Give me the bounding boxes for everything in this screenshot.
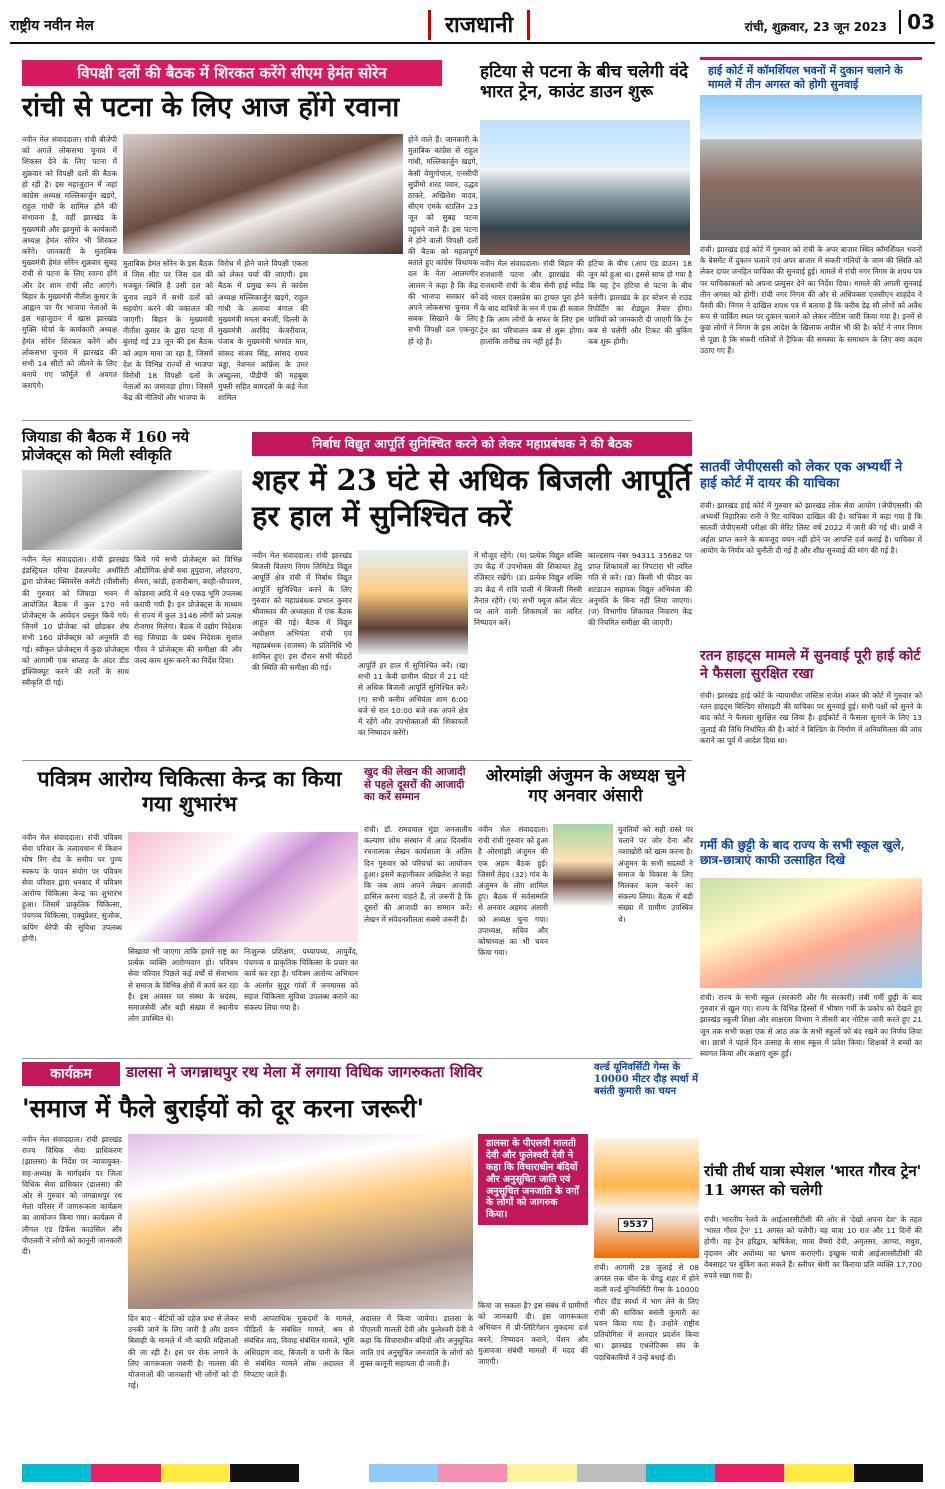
meeting-photo <box>22 470 242 550</box>
story12-col1: नवीन मेल संवाददाता। रांची रांची गुरुवार को हुआ है ओरमांझी अंजुमन की एक अहम बैठक हुई। जिसमें तेहद (32) गांव के अंजुमन के लोग शामिल हुए। बैठक में सर्वसम्मति से अनवार अहमद अंसारी को अध्यक्ष चुना गया। उपाध्यक्ष, सचिव और कोषाध्यक्ष का भी चयन किया गया। <box>478 825 548 958</box>
gm-portrait-photo <box>358 550 468 655</box>
story8-col1: रांची। राज्य के सभी स्कूल (सरकारी और गैर सरकारी) लंबी गर्मी छुट्टी के बाद गुरुवार से खुल गए। राज्य के विभिन्न हिस्सों में भीषण गर्मी के प्रकोप को देखते हुए झारखंड स्कूली शिक्षा और साक्षरता विभाग ने तीसरी बार नोटिस जारी करते हुए 21 जून तक सभी कक्षा एक से आठ तक के सभी स्कूलों को बंद रखने का निर्णय लिया था। छात्रों ने पहले दिन उत्साह के साथ स्कूल में प्रवेश किया। शिक्षकों ने बच्चों का स्वागत किया और कक्षाएं शुरू हुईं। <box>700 993 922 1059</box>
story14-headline: वर्ल्ड यूनिवर्सिटी गेम्स के 10000 मीटर दौड़ स्पर्धा में बसंती कुमारी का चयन <box>594 1062 698 1097</box>
story4-col2: किये गये सभी प्रोजेक्ट्स को विभिन्न औद्योगिक क्षेत्रों यथा तुपुदाना, लोहरदगा, सेमरा, कांडी, हजारीबाग, बरही-चौपारण, कोडरमा आदि में 49 एकड़ भूमि उपलब्ध करायी गयी है। इन प्रोजेक्ट्स के माध्यम से राज्य में कुल 3146 लोगों को प्रत्यक्ष रोजगार मिलेगा। बैठक में उद्योग निदेशक सह जियाडा के प्रबंध निदेशक सुशांत गौरव ने प्रोजेक्ट्स की समीक्षा की और जल्द काम शुरू करने का निर्देश दिया। <box>134 555 242 665</box>
story9-headline: रांची तीर्थ यात्रा स्पेशल 'भारत गौरव ट्रेन' 11 अगस्त को चलेगी <box>704 1162 922 1199</box>
story2-headline: हटिया से पटना के बीच चलेगी वंदे भारत ट्रेन, काउंट डाउन शुरू <box>480 62 689 103</box>
legal-camp-photo <box>128 1134 473 1309</box>
story11-headline: खुद की लेखन की आजादी से पहले दूसरों की आजादी का करें सम्मान <box>364 766 466 804</box>
story4-headline: जियाडा की बैठक में 160 नये प्रोजेक्ट्स को मिली स्वीकृति <box>22 428 190 464</box>
masthead-logo: राष्ट्रीय नवीन मेल <box>10 17 94 34</box>
story12-col2: युवतियों को सही रास्ते पर चलाने पर जोर देना और नशाखोरी को खत्म करना है। अंजुमन के सभी सदस्यों ने समाज के विकास के लिए मिलकर काम करने का संकल्प लिया। बैठक में बड़ी संख्या में ग्रामीण उपस्थित थे। <box>618 825 693 924</box>
story7-col1: रांची। झारखंड हाई कोर्ट के न्यायाधीश जस्टिस राजेश शंकर की कोर्ट में गुरुवार को रतन हाइट्स बिल्डिंग सोसाइटी की याचिका पर सुनवाई हुई। सभी पक्षों को सुनने के बाद कोर्ट ने फैसला सुरक्षित रख लिया है। हाईकोर्ट ने फैसला सुनाने के लिए 13 जुलाई की तिथि निर्धारित की है। कोर्ट ने बिल्डिंग के निर्माण में अनियमितता की जांच कराने का पूर्व में आदेश दिया था। <box>700 691 922 745</box>
story1-col4: होने वाले हैं। जानकारी के मुताबिक कांग्रेस से राहुल गांधी, मल्लिकार्जुन खड़गे, केसी वेणुगोपाल, एनसीपी सुप्रीमो शरद पवार, उद्धव ठाकरे, अखिलेश यादव, सीएम एमके स्टालिन 23 जून को सुबह पटना पहुंचने वाले हैं। इस पटना में होने वाली विपक्षी दलों की बैठक को महत्वपूर्ण बताते हुए कांग्रेस विधायक दल के नेता आलमगीर आलम ने कहा है कि केंद्र की भाजपा सरकार को अपने लोकसभा चुनाव में सबक सिखाने के लिए सभी विपक्षी दल एकजुट हो रहे हैं। <box>408 135 478 346</box>
story1-kicker: विपक्षी दलों की बैठक में शिरकत करेंगे सीएम हेमंत सोरेन <box>22 60 442 86</box>
story13-col3: सभी आपराधिक मुकदमों के मामले, पीड़ितों के संबंधित मामले, श्रम से संबंधित वाद, विवाह संबंधित मामले, भूमि अधिग्रहण वाद, बिजली व पानी के बिल से संबंधित मामले लोक अदालत में निपटाए जाते हैं। <box>244 1314 354 1380</box>
story5-col1: नवीन मेल संवाददाता। रांची झारखंड बिजली वितरण निगम लिमिटेड विद्युत आपूर्ति क्षेत्र रांची में निर्बाध विद्युत आपूर्ति सुनिश्चित करने के लिए गुरुवार को महाप्रबंधक प्रभात कुमार श्रीवास्तव की अध्यक्षता में एक बैठक आहूत की गई। बैठक में विद्युत अधीक्षण अभियंता रांची एवं महाप्रबंधक (राजस्व) के प्रतिनिधि भी शामिल हुए। इस दौरान सभी फीडरों की स्थिति की समीक्षा की गई। <box>252 551 352 673</box>
story10-headline: पवित्रम आरोग्य चिकित्सा केन्द्र का किया गया शुभारंभ <box>37 766 342 817</box>
story10-col1: नवीन मेल संवाददाता। रांची पवित्रम सेवा परिवार के तत्वावधान में किशन घोष रिंग रोड के समीप पर पुण्य स्वरूप के पावन संयोग पर पवित्रम सेवा परिवार द्वारा धनबाद में पवित्रम आरोग्य चिकित्सा केन्द्र का शुभारंभ हुआ। जिसमें प्राकृतिक चिकित्सा, पंचगव्य चिकित्सा, एक्युप्रेशर, सुजोक, कपिंग थेरेपी की सुविधा उपलब्ध होगी। <box>22 833 122 943</box>
dateline: रांची, शुक्रवार, 23 जून 2023 <box>744 20 887 34</box>
story8-headline: गर्मी की छुट्टी के बाद राज्य के सभी स्कूल खुले, छात्र-छात्राएं काफी उत्साहित दिखे <box>700 838 905 867</box>
story9-col1: रांची। भारतीय रेलवे के आईआरसीटीसी की ओर से 'देखो अपना देश' के तहत 'भारत गौरव ट्रेन' 11 अगस्त को चलेगी। यह यात्रा 10 रात और 11 दिनों की होगी। यह ट्रेन हरिद्वार, ऋषिकेश, माता वैष्णो देवी, अमृतसर, आगरा, मथुरा, वृंदावन और अयोध्या का भ्रमण कराएगी। इच्छुक यात्री आईआरसीटीसी की वेबसाइट पर बुकिंग करा सकते हैं। स्लीपर श्रेणी का किराया प्रति व्यक्ति 17,700 रुपये रखा गया है। <box>704 1215 922 1281</box>
story1-col2: मुताबिक हेमंत सोरेन के इस बैठक में जिस सीट पर जिस दल की मजबूत स्थिति है उसी दल को चुनाव लड़ने में सभी दलों को सहयोग करने की वकालत की जाएगी। बिहार के मुख्यमंत्री नीतीश कुमार के द्वारा पटना में बुलाई गई 23 जून की इस बैठक को अहम माना जा रहा है, जिसमें देश के विभिन्न राज्यों से भाजपा विरोधी 18 विपक्षी दलों के नेताओं का जमावड़ा होगा। जिसमें केंद्र की नीतियों और भाजपा के <box>123 259 213 403</box>
story5-headline: शहर में 23 घंटे से अधिक बिजली आपूर्ति हर हाल में सुनिश्चित करें <box>252 463 692 533</box>
story6-col1: रांची। झारखंड हाई कोर्ट में गुरुवार को झारखंड लोक सेवा आयोग (जेपीएससी) की अभ्यर्थी निहारिका रानी ने रिट याचिका दाखिल की है। याचिका में कहा गया है कि सातवीं जेपीएससी परीक्षा की मेरिट लिस्ट वर्ष 2022 में जारी की गई थी। प्रार्थी ने अर्हता प्राप्त करने के बावजूद चयन नहीं होने पर आपत्ति दर्ज कराई है। याचिका में आयोग के निर्णय को चुनौती दी गई है और शीघ्र सुनवाई की मांग की गई है। <box>700 501 922 555</box>
page-number: 03 <box>899 10 935 34</box>
story1-col3: विरोध में होने वाले विपक्षी एकता को लेकर चर्चा की जाएगी। इस बैठक में प्रमुख रूप से कांग्रेस अध्यक्ष मल्लिकार्जुन खड़गे, राहुल गांधी के अलावा बंगाल की मुख्यमंत्री ममता बनर्जी, दिल्ली के मुख्यमंत्री अरविंद केजरीवाल, पंजाब के मुख्यमंत्री भगवंत मान, सांसद संजय सिंह, सांसद राघव चड्ढा, नेशनल कांफ्रेंस के उमर अब्दुल्ला, पीडीपी की महबूबा मुफ्ती सहित बामदलों के कई नेता शामिल <box>218 259 308 403</box>
story1-headline: रांची से पटना के लिए आज होंगे रवाना <box>22 92 400 123</box>
school-photo <box>700 878 922 988</box>
story13-col5: किया जा सकता है? इस संबंध में ग्रामीणों को जानकारी दी। इस जागरूकता अभियान में प्री-लिटिगेशन मुकदमा दर्ज करने, निष्पादन कराने, पेंशन और मुआवजा संबंधी मामलों में मदद की जाएगी। <box>478 1301 588 1367</box>
story5-col2: आपूर्ति हर हाल में सुनिश्चित करें। (ख) सभी 11 केवी ग्रामीण फीडर में 21 घंटे से अधिक बिजली आपूर्ति सुनिश्चित करें। (ग) सभी कनीय अभियंता शाम 6:00 बजे से रात 10:00 बजे तक अपने क्षेत्र में रहेंगे और उपभोक्ताओं की शिकायतों का निष्पादन करेंगे। <box>358 661 468 738</box>
divider <box>22 420 692 421</box>
story13-col4: अदालत में किया जायेगा। डालसा के पीएलवी मालती देवी और फुलेश्वरी देवी ने कहा कि विचाराधीन बंदियों और अनुसूचित जाति एवं अनुसूचित जनजाति के लोगों को मुफ्त कानूनी सहायता दी जाती है। <box>360 1314 473 1368</box>
vande-bharat-train-photo <box>480 120 690 255</box>
story1-photo <box>123 134 403 254</box>
story13-kicker: कार्यक्रम <box>22 1062 120 1086</box>
story3-headline: हाई कोर्ट में कॉमर्शियल भवनों में दुकान चलाने के मामले में तीन अगस्त को होगी सुनवाई <box>700 57 922 96</box>
color-registration-bar <box>22 1464 923 1482</box>
athlete-photo <box>594 1138 699 1258</box>
story13-pullquote: डालसा के पीएलवी मालती देवी और फुलेश्वरी देवी ने कहा कि विचाराधीन बंदियों और अनुसूचित जाति एवं अनुसूचित जनजाति के वर्गों के लोगों को जागरुक किया। <box>478 1134 588 1225</box>
story2-col2: हटिया के बीच (आप एंड डाउन) 18 जून को हुआ था। इससे साफ हो गया है कि यह ट्रेन हटिया से पटना के बीच चलेगी। झारखंड के हर स्टेशन से राउंड रिपोर्टिंग का शेड्यूल तैयार होगा। यात्रियों को जानकारी दी जाएगी कि ट्रेन कब से चलेगी और टिकट की बुकिंग कब शुरू होगी। <box>588 259 692 347</box>
market-photo <box>700 95 922 240</box>
divider <box>22 760 692 761</box>
portrait-photo <box>553 824 613 906</box>
story4-col1: नवीन मेल संवाददाता। रांची झारखंड इंडस्ट्रियल एरिया डेवलपमेंट अथॉरिटी द्वारा प्रोजेक्ट क्लियरेंस कमेटी (पीसीसी) की गुरुवार को जियाडा भवन में आयोजित बैठक में कुल 170 नये प्रोजेक्ट्स के आवेदन प्रस्तुत किये गये। जिनमें 10 प्रोजेक्ट को छोड़कर शेष सभी 160 प्रोजेक्ट्स को अनुमति दी गई। स्वीकृत प्रोजेक्ट्स में कुछ प्रोजेक्ट्स को आगामी एक सप्ताह के अंदर डीड इक्जिक्यूट करने की शर्तों के साथ स्वीकृति दी गई। <box>22 555 129 688</box>
masthead <box>10 8 935 44</box>
story7-headline: रतन हाइट्स मामले में सुनवाई पूरी हाई कोर्ट ने फैसला सुरक्षित रखा <box>700 648 921 682</box>
story5-col4: काल्डसाप नंबर 94311 35682 पर प्राप्त शिकायतों का निपटारा भी त्वरित गति से करें। (छ) किसी भी फीडर का शटडाउन सहायक विद्युत अभियंता की अनुमति के बिना नहीं लिया जाएगा। (ज) विभागीय शिकायत निवारण केंद्र की नियमित समीक्षा की जाएगी। <box>588 551 692 628</box>
story3-col1: रांची। झारखंड हाई कोर्ट में गुरुवार को रांची के अपर बाजार स्थित कॉमर्शियल भवनों के बेसमेंट में दुकान चलाने एवं अपर बाजार में संकरी गलियों के जाम की स्थिति को लेकर दायर जनहित याचिका की सुनवाई हुई। मामले में रांची नगर निगम के शपथ पत्र पर याचिकाकर्ता को अपना प्रत्युत्तर देने का निर्देश दिया। मामले की अगली सुनवाई तीन अगस्त को होगी। रांची नगर निगम की ओर से अधिवक्ता एलसीएन शाहदेव ने पैरवी की। निगम ने दाखिल शपथ पत्र में बताया है कि करीब डेढ़ सौ लोगों को अवैध रूप से पार्किंग स्थल पर दुकान चलाने को लेकर नोटिस जारी किया गया है। इनमें से कुछ लोगों ने निगम के इस आदेश के खिलाफ अपील भी की है। कोर्ट ने नगर निगम से पूछा है कि संकरी गलियों में ट्रैफिक की समस्या के समाधान के लिए क्या कदम उठाए गए हैं। <box>700 245 922 355</box>
story11-col1: रांची। डॉ. रामदयाल मुंडा जनजातीय कल्याण शोध संस्थान में आठ दिवसीय रचनात्मक लेखन कार्यशाला के अंतिम दिन गुरुवार को परिचर्चा का आयोजन हुआ। इसमें कहानीकार अखिलेश ने कहा कि जब आप अपने लेखन आजादी हासिल करना चाहते हैं, तो जरूरी है कि दूसरों की आजादी का सम्मान करें। लेखन में संवेदनशीलता सबसे जरूरी है। <box>364 825 472 924</box>
story5-kicker: निर्बाध विद्युत आपूर्ति सुनिश्चित करने को लेकर महाप्रबंधक ने की बैठक <box>252 432 692 456</box>
story1-col1: नवीन मेल संवाददाता। रांची बीजेपी को अगले लोकसभा चुनाव में शिकस्त देने के लिए पटना में शुक्रवार को विपक्षी दलों की बैठक हो रही है। इस महाजुटान में जहां कांग्रेस अध्यक्ष मल्लिकार्जुन खड़गे, राहुल गांधी के शामिल होने की संभावना है, वहीं झारखंड के मुख्यमंत्री और झामुमो के कार्यकारी अध्यक्ष हेमंत सोरेन भी शिरकत करेंगे। जानकारी के मुताबिक मुख्यमंत्री हेमंत सोरेन शुक्रवार सुबह रांची से पटना के लिए रवाना होंगे और देर शाम रांची लौट आएंगे। बिहार के मुख्यमंत्री नीतीश कुमार के आह्वान पर गैर भाजपा नेताओं के इस महाजुटान में खास झारखंड मुक्ति मोर्चा के कार्यकारी अध्यक्ष हेमंत सोरेन शिरकत करेंगे और लोकसभा चुनाव में झारखंड की सभी 14 सीटों को जीतने के लिए बनाये गए फॉर्मूले से अवगत कराएंगे। <box>22 135 117 391</box>
story6-headline: सातवीं जेपीएससी को लेकर एक अभ्यर्थी ने हाई कोर्ट में दायर की याचिका <box>700 460 903 492</box>
story10-col3: निःशुल्क प्रशिक्षण, पथ्यापथ्य, आयुर्वेद, पंचगव्य व प्राकृतिक चिकित्सा के प्रचार का कार्य कर रहा है। पवित्रम आरोग्य अभियान के अंतर्गत सुदूर गांवों में जनमानस को सहज चिकित्सा सुविधा उपलब्ध कराने का संकल्प लिया गया है। <box>244 947 358 1013</box>
bib-number: 9537 <box>618 1218 653 1232</box>
story13-col2: दिन बाद - बेटियों को दहेज प्रथा से लेकर उनकी जाने के लिए जारी है और डायन बिसाही के मामले में भी काफी महिलाओं की जा रही है। इस पर रोक लगाने के लिए जागरूकता जरूरी है। नालसा की योजनाओं की जानकारी भी लोगों को दी गई। <box>128 1314 238 1391</box>
story5-col3: में मौजूद रहेंगे। (घ) प्रत्येक विद्युत शक्ति उप केंद्र में उपभोक्ता की शिकायत हेतु रजिस्टर रखेंगे। (ङ) प्रत्येक विद्युत शक्ति उप केंद्र में रात्रि पाली में बिजली मिस्त्री तैनात रहेंगे। (च) सभी फ्यूज कॉल सेंटर पर आने वाली शिकायतों का त्वरित निष्पादन करें। <box>474 551 582 628</box>
story14-col1: रांची। आगामी 28 जुलाई से 08 अगस्त तक चीन के चेंगडू शहर में होने वाली वर्ल्ड यूनिवर्सिटी गेम्स के 10000 मीटर दौड़ स्पर्धा में भाग लेने के लिए रांची की धाविका बसंती कुमारी का चयन किया गया है। उन्होंने राष्ट्रीय प्रतियोगिता में शानदार प्रदर्शन किया था। झारखंड एथलेटिक्स संघ के पदाधिकारियों ने उन्हें बधाई दी। <box>594 1263 699 1362</box>
section-title: राजधानी <box>428 10 530 40</box>
story12-headline: ओरमांझी अंजुमन के अध्यक्ष चुने गए अनवार अंसारी <box>485 766 686 807</box>
story10-col2: सिखाया भी जाएगा ताकि हमारे राष्ट्र का प्रत्येक व्यक्ति आरोग्यवान हो। पवित्रम सेवा परिवार पिछले कई वर्षों से सेवाभाव से समाज के विभिन्न क्षेत्रों में कार्य कर रहा है। इस अवसर पर संस्था के सदस्य, समाजसेवी और बड़ी संख्या में स्थानीय लोग उपस्थित थे। <box>128 947 238 1024</box>
story13-kicker-headline: डालसा ने जगन्नाथपुर रथ मेला में लगाया विधिक जागरुकता शिविर <box>126 1063 483 1081</box>
divider <box>22 1058 692 1059</box>
story2-col1: नवीन मेल संवाददाता। रांची बिहार की राजधानी पटना और झारखंड की राजधानी रांची के बीच सेमी हाई स्पीड वंदे भारत एक्सप्रेस का ट्रायल पूरा होने के बाद यात्रियों के मन में एक ही सवाल है कि आम लोगों के सफर के लिए इस ट्रेन का परिचालन कब से शुरू होगा। हालांकि तारीख तय नहीं हुई है। <box>480 259 584 347</box>
story13-col1: नवीन मेल संवाददाता। रांची झारखंड राज्य विधिक सेवा प्राधिकरण (झालसा) के निर्देश पर न्यायायुक्त-सह-अध्यक्ष के मार्गदर्शन पर जिला विधिक सेवा प्राधिकार (डालसा) की ओर से गुरुवार को जगन्नाथपुर रथ मेला परिसर में जागरूकता कार्यक्रम का आयोजन किया गया। कार्यक्रम में लीगल एड डिफेंस काउंसिल और पीएलवी ने लोगों को कानूनी जानकारी दी। <box>22 1135 122 1257</box>
health-centre-photo <box>128 832 358 942</box>
story13-headline: 'समाज में फैले बुराईयों को दूर करना जरूरी' <box>22 1094 425 1123</box>
